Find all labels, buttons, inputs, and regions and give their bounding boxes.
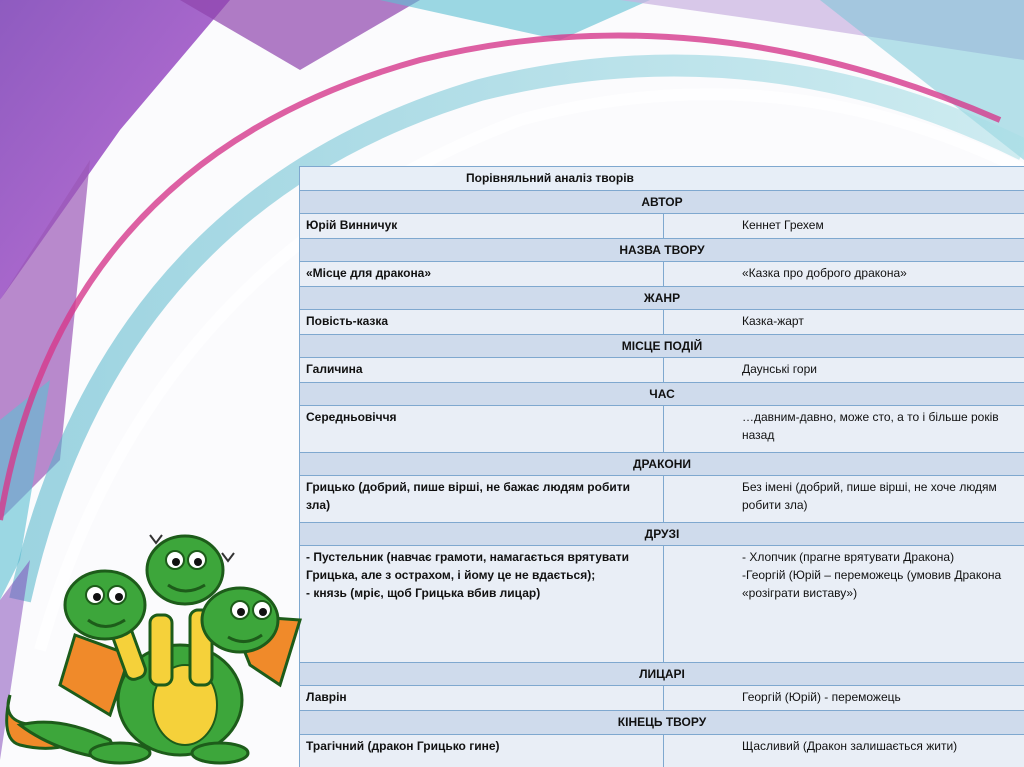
table-title: Порівняльний аналіз творів [300,167,1024,191]
table-row [300,546,1024,663]
grahame-cell: Без імені (добрий, пише вірші, не хоче людям робити зла) [664,476,1024,523]
section-heading-row [300,191,1024,214]
section-heading: ЧАС [300,383,1024,406]
table-row [300,358,1024,383]
section-heading-row [300,711,1024,735]
section-heading: ЛИЦАРІ [300,663,1024,686]
table-row [300,735,1024,767]
vynnychuk-cell: Юрій Винничук [300,214,664,239]
table-row [300,476,1024,523]
grahame-cell: Щасливий (Дракон залишається жити) [664,735,1024,767]
table-title-row [300,167,1024,191]
vynnychuk-cell: Середньовіччя [300,406,664,453]
section-heading: ЖАНР [300,287,1024,310]
vynnychuk-cell: Повість-казка [300,310,664,335]
vynnychuk-cell: Трагічний (дракон Грицько гине) [300,735,664,767]
grahame-cell: - Хлопчик (прагне врятувати Дракона) -Георгій (Юрій – переможець (умовив Дракона «розіграти виставу») [664,546,1024,663]
vynnychuk-cell: Грицько (добрий, пише вірші, не бажає людям робити зла) [300,476,664,523]
section-heading: АВТОР [300,191,1024,214]
vynnychuk-cell: Галичина [300,358,664,383]
comparison-table [299,166,1024,767]
table-row [300,214,1024,239]
grahame-cell: «Казка про доброго дракона» [664,262,1024,287]
vynnychuk-cell: «Місце для дракона» [300,262,664,287]
vynnychuk-cell: Лаврін [300,686,664,711]
grahame-cell: …давним-давно, може сто, а то і більше років назад [664,406,1024,453]
table-row [300,686,1024,711]
vynnychuk-cell: - Пустельник (навчає грамоти, намагається врятувати Грицька, але з острахом, і йому це не вдається); - князь (мріє, щоб Грицька вбив лицар) [300,546,664,663]
section-heading-row [300,335,1024,358]
section-heading-row [300,663,1024,686]
grahame-cell: Казка-жарт [664,310,1024,335]
section-heading-row [300,453,1024,476]
section-heading-row [300,239,1024,262]
grahame-cell: Георгій (Юрій) - переможець [664,686,1024,711]
section-heading: ДРАКОНИ [300,453,1024,476]
grahame-cell: Кеннет Грехем [664,214,1024,239]
table-row [300,262,1024,287]
section-heading: ДРУЗІ [300,523,1024,546]
grahame-cell: Даунські гори [664,358,1024,383]
table-row [300,310,1024,335]
section-heading-row [300,383,1024,406]
section-heading: МІСЦЕ ПОДІЙ [300,335,1024,358]
three-headed-dragon-illustration [0,525,305,767]
section-heading: НАЗВА ТВОРУ [300,239,1024,262]
table-row [300,406,1024,453]
section-heading-row [300,287,1024,310]
comparison-table-container [299,166,1024,767]
section-heading: КІНЕЦЬ ТВОРУ [300,711,1024,735]
section-heading-row [300,523,1024,546]
